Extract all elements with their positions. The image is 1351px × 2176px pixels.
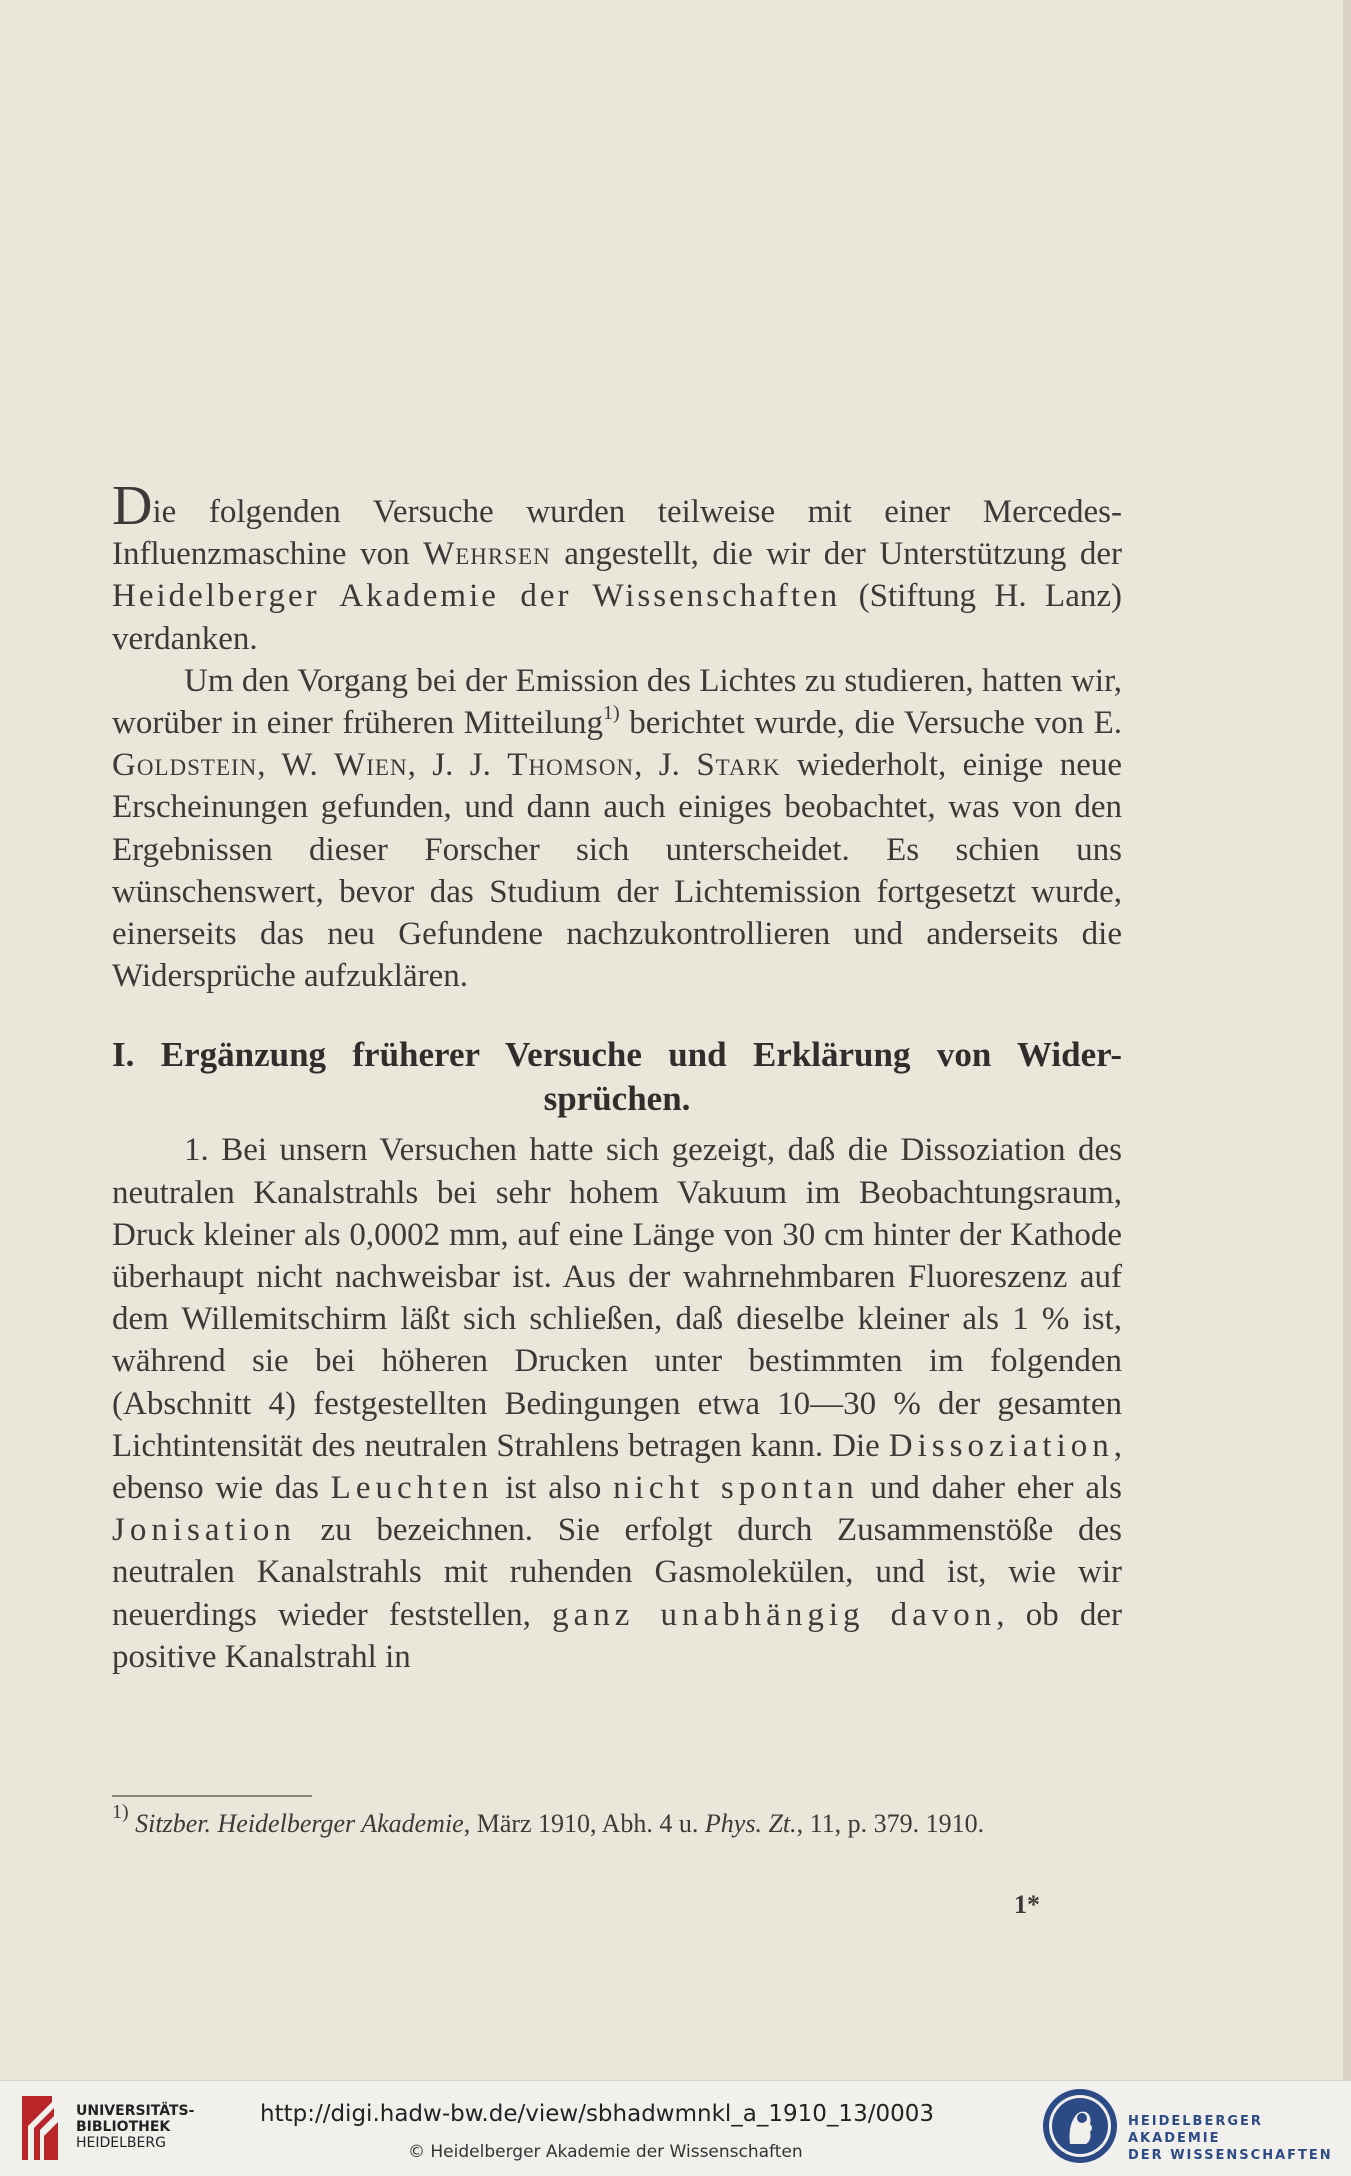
text-run: , J. J. bbox=[407, 747, 508, 784]
heading-line-1: I. Ergänzung früherer Versuche und Erklärung von Wider- bbox=[112, 1035, 1122, 1075]
academy-seal-icon bbox=[1040, 2086, 1120, 2166]
text-run: , ebenso wie das bbox=[112, 1427, 1122, 1507]
text-run: , ob der positive Kanalstrahl in bbox=[112, 1596, 1122, 1675]
author-name: Goldstein bbox=[112, 747, 258, 784]
emphasis-spaced: Jonisation bbox=[112, 1512, 296, 1549]
heading-line-2: sprüchen. bbox=[543, 1079, 691, 1119]
citation-title: Sitzber. Heidelberger Akademie bbox=[135, 1809, 464, 1838]
text-run: ist also bbox=[493, 1470, 614, 1507]
text-run: , 11, p. 379. 1910. bbox=[796, 1809, 985, 1838]
signature-mark: 1* bbox=[1014, 1890, 1040, 1919]
text-run: , J. bbox=[634, 747, 697, 784]
author-name: Stark bbox=[696, 747, 781, 784]
library-name bbox=[76, 2103, 194, 2151]
text-run: 1. Bei unsern Versuchen hatte sich gezeigt, daß die Dissoziation des neutralen Kanalstrahls bei sehr hohem Vakuum im Beobachtungsraum, Druck kleiner als 0,0002 mm, auf eine Länge von 30 cm hinter der Kathode überhaupt nicht nachweisbar ist. Aus der wahrnehmbaren Fluoreszenz auf dem Willemitschirm läßt sich schließen, daß dieselbe kleiner als 1 % ist, während sie bei höheren Drucken unter bestimmten im folgenden (Abschnitt 4) festgestellten Bedingungen etwa 10—30 % der gesamten Lichtintensität des neutralen Strahlens betragen kann. Die bbox=[112, 1132, 1122, 1464]
author-name: Thomson bbox=[507, 747, 635, 784]
footnote-mark: 1) bbox=[112, 1801, 129, 1823]
text-run: , März 1910, Abh. 4 u. bbox=[463, 1809, 705, 1838]
paragraph-1 bbox=[112, 475, 1123, 660]
emphasis-spaced: ganz unabhängig davon bbox=[552, 1596, 997, 1633]
citation-journal: Phys. Zt. bbox=[704, 1809, 797, 1838]
footnote-divider bbox=[112, 1795, 312, 1797]
section-heading bbox=[112, 1033, 1122, 1121]
academy-line-2: DER WISSENSCHAFTEN bbox=[1128, 2148, 1333, 2163]
emphasis-spaced: nicht spontan bbox=[613, 1470, 859, 1507]
author-name: Wehrsen bbox=[423, 536, 551, 573]
copyright-notice: © Heidelberger Akademie der Wissenschaften bbox=[408, 2142, 803, 2162]
emphasis-spaced: Leuchten bbox=[330, 1470, 494, 1507]
library-line-3: HEIDELBERG bbox=[76, 2135, 166, 2151]
text-run: wiederholt, einige neue Erscheinungen gefunden, und dann auch einiges beobachtet, was von den Ergebnissen dieser Forscher sich unterscheidet. Es schien uns wünschenswert, bevor das Studium der Lichtemission fortgesetzt wurde, einerseits das neu Gefundene nachzukontrollieren und anderseits die Widersprüche aufzuklären. bbox=[112, 747, 1123, 995]
library-line-1: UNIVERSITÄTS- bbox=[76, 2103, 195, 2119]
library-line-2: BIBLIOTHEK bbox=[76, 2119, 171, 2135]
emphasis-spaced: Heidelberger Akademie der Wissenschaften bbox=[112, 578, 841, 615]
permalink-url[interactable]: http://digi.hadw-bw.de/view/sbhadwmnkl_a_1910_13/0003 bbox=[260, 2101, 934, 2127]
emphasis-spaced: Dissoziation bbox=[888, 1427, 1114, 1464]
library-logo-icon bbox=[14, 2090, 62, 2166]
body-text bbox=[112, 475, 1123, 1678]
text-run: und daher eher als bbox=[858, 1470, 1122, 1507]
text-run: ie folgenden Versuche wurden teilweise mit einer Mercedes-Influenzmaschine von bbox=[112, 494, 1122, 573]
footnote bbox=[112, 1801, 1122, 1840]
text-run: , W. bbox=[257, 747, 335, 784]
text-run: (Stiftung H. Lanz) verdanken. bbox=[112, 578, 1122, 657]
text-run: Um den Vorgang bei der Emission des Lichtes zu studieren, hatten wir, worüber in einer früheren Mitteilung bbox=[112, 662, 1122, 742]
academy-name bbox=[1128, 2113, 1351, 2164]
author-name: Wien bbox=[334, 747, 408, 784]
paragraph-2 bbox=[112, 660, 1122, 998]
text-run: angestellt, die wir der Unterstützung der bbox=[550, 536, 1123, 573]
footnote-ref[interactable]: 1) bbox=[603, 702, 620, 725]
academy-line-1: HEIDELBERGER AKADEMIE bbox=[1128, 2114, 1263, 2146]
paragraph-3 bbox=[112, 1129, 1122, 1678]
text-run: zu bezeichnen. Sie erfolgt durch Zusammenstöße des neutralen Kanalstrahls mit ruhenden Gasmolekülen, und ist, wie wir neuerdings wieder feststellen, bbox=[112, 1512, 1122, 1633]
text-run: berichtet wurde, die Versuche von E. bbox=[619, 705, 1122, 742]
drop-cap: D bbox=[112, 475, 153, 537]
